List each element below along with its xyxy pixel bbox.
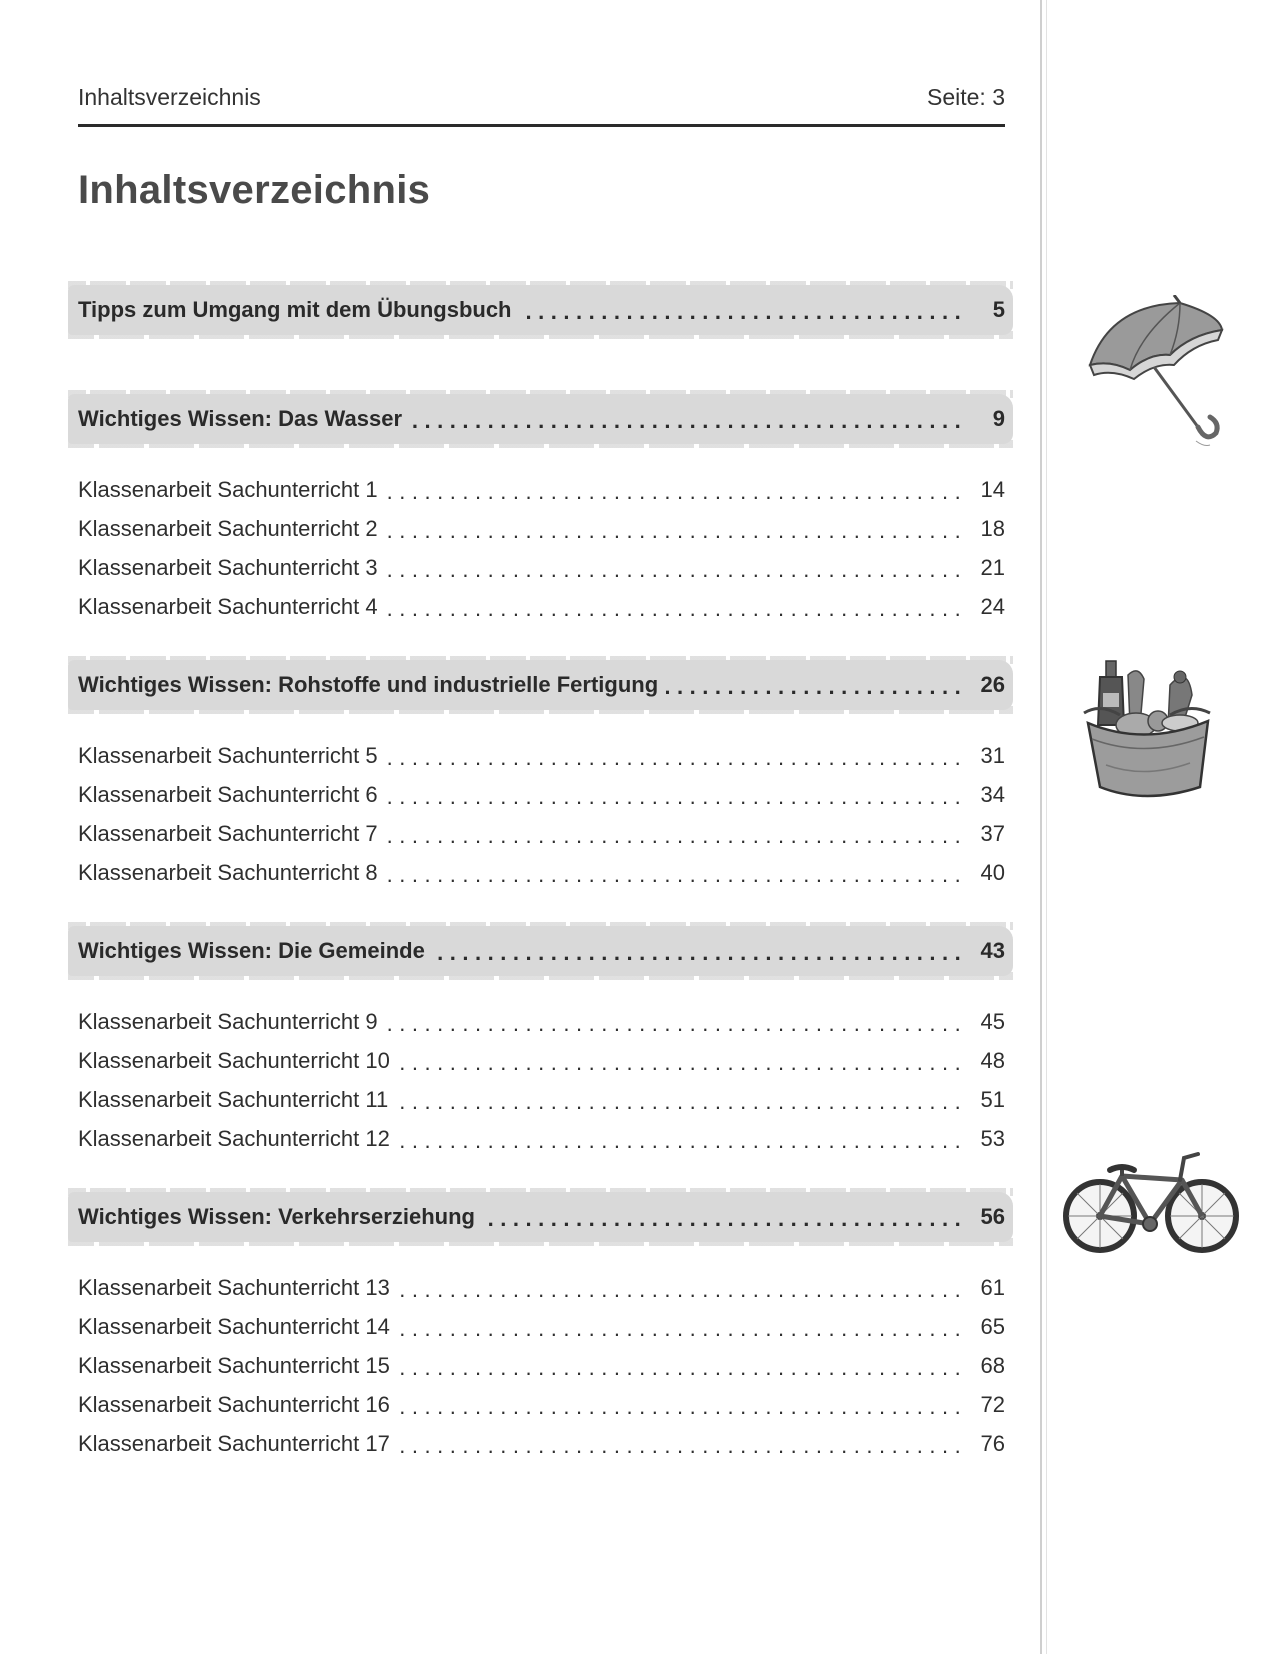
toc-page-number: 48 bbox=[980, 1048, 1005, 1073]
dot-leader bbox=[386, 479, 961, 501]
toc-page-number: 61 bbox=[980, 1275, 1005, 1300]
toc-entry[interactable] bbox=[78, 1004, 1005, 1040]
toc-section-label: Wichtiges Wissen: Das Wasser bbox=[78, 406, 403, 431]
toc-section-traffic[interactable] bbox=[78, 1199, 1005, 1235]
dot-leader bbox=[483, 1206, 961, 1228]
toc-entry-label: Klassenarbeit Sachunterricht 9 bbox=[78, 1009, 378, 1034]
toc-section-water[interactable] bbox=[78, 401, 1005, 437]
toc-page-number: 40 bbox=[980, 860, 1005, 885]
toc-page-number: 9 bbox=[992, 406, 1005, 431]
dot-leader bbox=[398, 1277, 961, 1299]
toc-page-number: 51 bbox=[980, 1087, 1005, 1112]
toc-page-number: 26 bbox=[980, 672, 1005, 697]
bicycle-icon bbox=[1062, 1140, 1242, 1260]
dot-leader bbox=[396, 1089, 961, 1111]
toc-page-number: 31 bbox=[980, 743, 1005, 768]
dot-leader bbox=[386, 1011, 961, 1033]
toc-entry-label: Klassenarbeit Sachunterricht 4 bbox=[78, 594, 378, 619]
toc-page-number: 14 bbox=[980, 477, 1005, 502]
toc-page-number: 43 bbox=[980, 938, 1005, 963]
toc-entry-label: Klassenarbeit Sachunterricht 13 bbox=[78, 1275, 390, 1300]
dot-leader bbox=[386, 823, 961, 845]
toc-entry-label: Klassenarbeit Sachunterricht 15 bbox=[78, 1353, 390, 1378]
dot-leader bbox=[398, 1355, 961, 1377]
toc-entry[interactable] bbox=[78, 550, 1005, 586]
toc-page-number: 45 bbox=[980, 1009, 1005, 1034]
dot-leader bbox=[398, 1128, 961, 1150]
header-rule bbox=[78, 124, 1005, 127]
toc-entry-label: Klassenarbeit Sachunterricht 11 bbox=[78, 1087, 389, 1112]
toc-entry[interactable] bbox=[78, 816, 1005, 852]
dot-leader bbox=[520, 299, 962, 321]
toc-page-number: 18 bbox=[980, 516, 1005, 541]
dot-leader bbox=[433, 940, 961, 962]
dot-leader bbox=[386, 518, 961, 540]
toc-section-label: Wichtiges Wissen: Verkehrserziehung bbox=[78, 1204, 475, 1229]
dot-leader bbox=[386, 784, 961, 806]
toc-page-number: 24 bbox=[980, 594, 1005, 619]
toc-entry-label: Klassenarbeit Sachunterricht 1 bbox=[78, 477, 378, 502]
toc-page-number: 21 bbox=[980, 555, 1005, 580]
toc-entry[interactable] bbox=[78, 472, 1005, 508]
toc-section-label: Wichtiges Wissen: Rohstoffe und industrielle Fertigung bbox=[78, 672, 659, 697]
toc-page-number: 37 bbox=[980, 821, 1005, 846]
margin-rule bbox=[1040, 0, 1042, 1654]
toc-entry-label: Klassenarbeit Sachunterricht 5 bbox=[78, 743, 378, 768]
toc-page-number: 34 bbox=[980, 782, 1005, 807]
toc-section-raw-materials[interactable] bbox=[78, 667, 1005, 703]
toc-entry-label: Klassenarbeit Sachunterricht 14 bbox=[78, 1314, 390, 1339]
dot-leader bbox=[386, 596, 961, 618]
dot-leader bbox=[398, 1433, 961, 1455]
toc-entry[interactable] bbox=[78, 1270, 1005, 1306]
dot-leader bbox=[410, 408, 961, 430]
toc-entry-label: Klassenarbeit Sachunterricht 17 bbox=[78, 1431, 390, 1456]
toc-entry[interactable] bbox=[78, 1082, 1005, 1118]
toc-entry[interactable] bbox=[78, 777, 1005, 813]
page-number-label: Seite: 3 bbox=[927, 84, 1005, 110]
toc-entry[interactable] bbox=[78, 1426, 1005, 1462]
toc-section-tips[interactable] bbox=[78, 292, 1005, 328]
toc-page-number: 65 bbox=[980, 1314, 1005, 1339]
toc-entry[interactable] bbox=[78, 855, 1005, 891]
toc-entry-label: Klassenarbeit Sachunterricht 7 bbox=[78, 821, 378, 846]
dot-leader bbox=[398, 1394, 961, 1416]
toc-page-number: 56 bbox=[980, 1204, 1005, 1229]
toc-entry[interactable] bbox=[78, 1348, 1005, 1384]
toc-section-label: Wichtiges Wissen: Die Gemeinde bbox=[78, 938, 425, 963]
running-title: Inhaltsverzeichnis bbox=[78, 84, 261, 110]
page-title: Inhaltsverzeichnis bbox=[78, 168, 431, 212]
dot-leader bbox=[398, 1050, 961, 1072]
toc-entry[interactable] bbox=[78, 1121, 1005, 1157]
shopping-basket-icon bbox=[1070, 655, 1220, 805]
toc-entry[interactable] bbox=[78, 738, 1005, 774]
dot-leader bbox=[386, 745, 961, 767]
toc-entry-label: Klassenarbeit Sachunterricht 2 bbox=[78, 516, 378, 541]
toc-section-municipality[interactable] bbox=[78, 933, 1005, 969]
toc-page-number: 5 bbox=[992, 297, 1005, 322]
toc-entry-label: Klassenarbeit Sachunterricht 16 bbox=[78, 1392, 390, 1417]
dot-leader bbox=[386, 557, 961, 579]
toc-entry[interactable] bbox=[78, 1309, 1005, 1345]
toc-entry[interactable] bbox=[78, 589, 1005, 625]
toc-page-number: 53 bbox=[980, 1126, 1005, 1151]
toc-entry-label: Klassenarbeit Sachunterricht 12 bbox=[78, 1126, 390, 1151]
toc-page-number: 68 bbox=[980, 1353, 1005, 1378]
toc-entry-label: Klassenarbeit Sachunterricht 3 bbox=[78, 555, 378, 580]
toc-entry[interactable] bbox=[78, 1387, 1005, 1423]
toc-entry-label: Klassenarbeit Sachunterricht 8 bbox=[78, 860, 378, 885]
toc-entry-label: Klassenarbeit Sachunterricht 10 bbox=[78, 1048, 390, 1073]
toc-page-number: 76 bbox=[980, 1431, 1005, 1456]
toc-entry[interactable] bbox=[78, 1043, 1005, 1079]
toc-section-label: Tipps zum Umgang mit dem Übungsbuch bbox=[78, 297, 512, 322]
dot-leader bbox=[666, 674, 961, 696]
dot-leader bbox=[386, 862, 961, 884]
running-header bbox=[78, 84, 1005, 111]
toc-page-number: 72 bbox=[980, 1392, 1005, 1417]
toc-entry[interactable] bbox=[78, 511, 1005, 547]
umbrella-icon bbox=[1070, 295, 1230, 455]
dot-leader bbox=[398, 1316, 961, 1338]
toc-entry-label: Klassenarbeit Sachunterricht 6 bbox=[78, 782, 378, 807]
margin-rule-secondary bbox=[1046, 0, 1047, 1654]
